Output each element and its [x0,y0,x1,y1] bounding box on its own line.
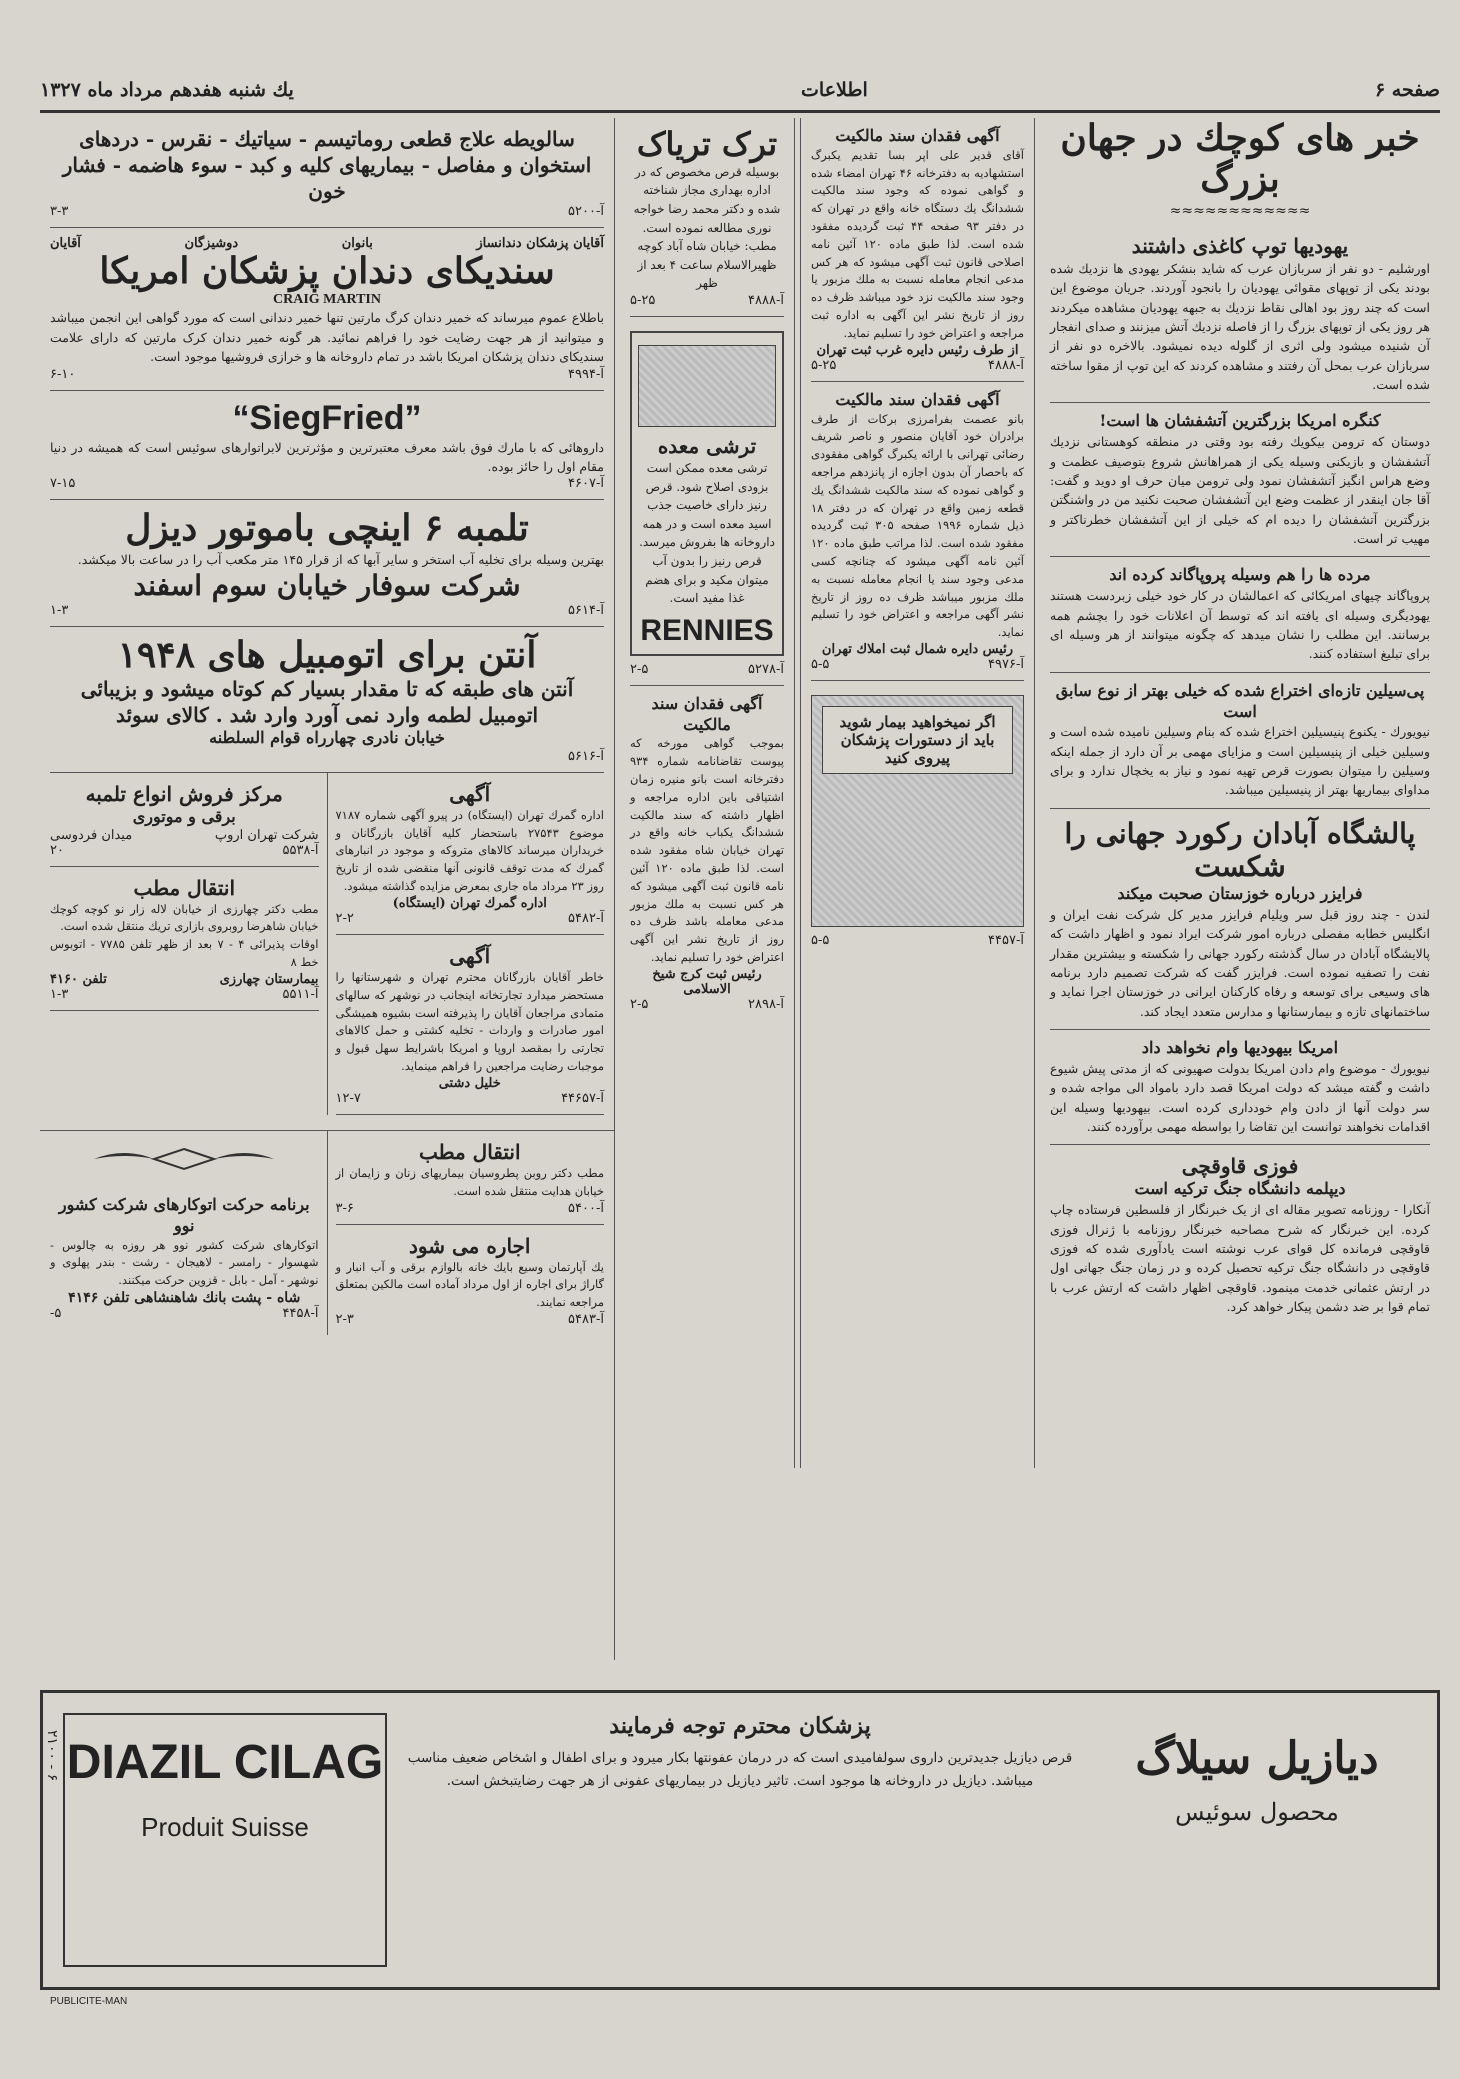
opium-ad [630,118,784,317]
ad-code: ۳-۶ [335,1200,354,1216]
ad-address: میدان فردوسی [50,827,133,843]
ad-code: ۲-۲ [335,910,354,926]
ad-title: انتقال مطب [418,1140,521,1164]
antenna-ad [50,627,604,773]
company-name: شرکت تهران اروپ [214,827,319,843]
clinic-move-ad [50,867,319,1011]
ad-title: تلمبه ۶ اینچی باموتور دیزل [125,507,529,550]
two-column-ads [50,1131,604,1335]
notice-body: آقای قدیر علی اپر بسا تقدیم یکبرگ استشهادیه به دفترخانه ۴۶ تهران امضاء شده و گواهی نموده که وجود سند مالکیت ششدانگ یك دستگاه خانه واقع در تهران که در دفتر ۹۳ صفحه ۴۴ ثبت گردیده مفقود شده است. لذا طبق ماده ۱۲۰ آئین نامه اصلاحی قانون ثبت آگهی میشود که هر کس مدعی انجام معامله نسبت به ملك مزبور یا وجود سند مالکیت نزد خود میباشد ظرف ده روز از تاریخ نشر این آگهی به اداره ثبت مراجعه و اعتراض خود را تسلیم نماید. [811,147,1025,340]
lower-classifieds [40,1130,615,1660]
section-title: خبر های کوچك در جهان بزرگ [1060,118,1420,201]
ad-code: آ-۴۶۰۷ [568,476,604,492]
ad-title: ترک تریاک [636,125,778,163]
ad-code: آ-۴۸۸۸ [748,292,784,308]
brand-origin: محصول سوئیس [1175,1798,1339,1826]
brand-name: RENNIES [640,613,774,647]
ad-body: داروهائی که با مارك فوق باشد معرف معتبرترین و مؤثرترین لابراتوارهای سوئیس است که همیشه در دنیا مقام اول را حائز بوده. [50,439,604,474]
diazil-persian-brand [1097,1733,1417,1826]
news-headline: کنگره امریکا بزرگترین آتشفشان ها است! [1099,411,1381,431]
ad-title: ترشی معده [657,433,757,458]
notice-title: آگهی فقدان سند مالکیت [651,693,763,734]
ad-body: اتوکارهای شرکت کشور نوو هر روزه به چالوس - شهسوار - رامسر - لاهیجان - رشت - بندر پهلوی و نوشهر - آمل - بابل - قزوین حرکت میکنند. [50,1237,319,1288]
ad-caption: اگر نمیخواهید بیمار شوید باید از دستورات پزشکان پیروی کنید [822,706,1013,774]
ad-code: ۵- [50,1306,62,1322]
ad-title: مرکز فروش انواع تلمبه [85,781,283,806]
ad-code: آ-۵۵۱۱ [282,986,319,1002]
bus-schedule-ad [50,1187,319,1329]
news-body: دوستان که ترومن بیکویك رفته بود وقتی در منطقه کوهستانی نزدیك آتشفشان و بازیکنی وسیله یکی از همراهانش شروع بتوصیف عظمت و وضع هراس انگیز آتشفشان نمود ولی ترومن میان حرف او دوید و گفت: آقا جان اینقدر از عظمت وضع این آتشفشان صحبت نکنید من در واشنگتن بزرگترین آتشفشان را دیده ام که خیلی از این آتشفشان خطرناکتر و مهیب تر است. [1050,434,1430,547]
ad-code: ۵-۵ [811,657,830,673]
diazil-ad [40,1690,1440,1990]
news-item [1050,673,1430,809]
news-subheadline: فرایزر درباره خوزستان صحبت میکند [1117,884,1363,904]
ad-code: آ-۵۵۳۸ [282,842,319,858]
news-headline: امریکا بیهودیها وام نخواهد داد [1141,1038,1339,1058]
ad-code: ۵-۵ [811,933,830,949]
notice-body: بانو عصمت بفرامرزی برکات از طرف برادران خود آقایان منصور و ناصر شریف رضائی تهرانی با ارائه یکبرگ گواهی مفقودی که باحصار آن بدون اجازه از پانزدهم مراجعه و گواهی نموده که سند مالکیت ششدانگ یك قطعه زمین واقع در تهران که در دفتر ۱۸ ذیل شماره ۱۹۹۶ صفحه ۳۰۵ ثبت گردیده مفقود شده است. لذا مراتب طبق ماده ۱۲۰ آئین نامه آگهی میشود که چنانچه کسی مدعی وجود سند یا انجام معامله نسبت به ملك مزبور میباشد ظرف ده روز از تاریخ نشر آگهی مراجعه و اعتراض خود را تسلیم نماید. [811,411,1024,640]
ad-code: ۷-۱۵ [50,476,76,492]
ad-code: آ-۵۶۱۴ [568,602,604,618]
ad-hours: اوقات پذیرائی ۴ - ۷ بعد از ظهر تلفن ۷۷۸۵ - اتوبوس خط ۸ [50,937,319,970]
ad-title: پزشکان محترم توجه فرمایند [609,1713,871,1739]
news-item [1050,557,1430,672]
ad-code: ۶-۱۰ [50,366,76,382]
pump-ad [50,500,604,626]
ad-code: ۵-۲۵ [811,357,837,373]
news-headline: پالشگاه آبادان رکورد جهانی را شکست [1064,816,1416,884]
dental-ad [50,228,604,391]
ad-code: آ-۲۸۹۸ [748,996,784,1012]
clinic-name: بیمارستان چهارزی [219,971,319,987]
ad-title: اجاره می شود [409,1233,531,1258]
ad-body: مطب دکتر روبن پطروسیان بیماریهای زنان و زایمان از خیابان هدایت منتقل شده است. [335,1166,604,1198]
ad-body: مطب دکتر چهارزی از خیابان لاله زار نو کوچه کوچك خیابان شاهرضا روبروی بازاری تریك منتقل شده است. [50,901,319,934]
ad-header: آقایان [50,236,81,251]
ad-code: آ-۵۶۱۶ [568,748,604,764]
ad-body: اداره گمرك تهران (ایستگاه) در پیرو آگهی شماره ۷۱۸۷ موضوع ۲۷۵۴۳ باستحضار کلیه آقایان بازرگانان و خریداران میرساند کالاهای متروکه و موجود در انبارهای گمرك که مدت توقف قانونی آنها منقضی شده از تاریخ روز ۲۳ مرداد ماه جاری بمعرض مزایده گذاشته میشود. [335,807,604,894]
ad-body: خاطر آقایان بازرگانان محترم تهران و شهرستانها را مستحضر میدارد تجارتخانه اینجانب در نوشهر که سالهای متمادی مراجعان آقایان را پذیرفته است بشیوه همیشگی امور صادرات و واردات - تخلیه کشتی و حمل کالاهای تجارتی را بمقصد اروپا و امریکا باشرایط سهل قبول و موجبات رضایت مراجعین را فراهم مینماید. [335,969,604,1073]
diazil-message [403,1713,1077,1793]
ad-header: دوشیزگان [184,236,239,251]
news-body: لندن - چند روز قبل سر ویلیام فرایزر مدیر کل شرکت نفت ایران و انگلیس خطابه مفصلی درباره امور شرکت ایراد نمود و اظهار داشت که پالایشگاه آبادان در سال گذشته رکورد جهانی را شکسته و بیشترین مقدار نفت را تصفیه نموده است. فرایزر گفت که شرکت تصمیم دارد برنامه های وسیعی برای توسعه و رفاه کارکنان ایرانی در خوزستان اجرا نماید و ساختمانهای تازه و بیمارستانها و مدارس متعدد ایجاد کند. [1050,906,1430,1019]
masthead [40,70,1440,113]
ad-code: ۲-۳ [335,1312,354,1328]
ad-title: انتقال مطب [133,875,236,900]
news-item [1050,1145,1430,1324]
news-headline: یهودیها توپ کاغذی داشتند [1131,233,1349,258]
clinic-move-ad-2 [336,1131,605,1225]
side-number: ۲۱۰۰ - ۶ [44,1730,60,1782]
page-number: صفحه ۶ [1374,79,1440,101]
ad-title: آگهی [449,943,491,968]
ad-title: سندیکای دندان پزشکان امریکا [99,250,555,292]
winged-emblem-icon [84,1139,284,1179]
ads-subcolumn [327,773,605,1115]
ad-code: ۱۲-۷ [335,1090,361,1106]
notices-column [800,118,1035,1468]
ad-line: آنتن های طبقه که تا مقدار بسیار کم کوتاه میشود و بزیبائی [80,677,574,702]
ad-address: خیابان نادری چهارراه قوام السلطنه [209,728,445,748]
ad-title: آنتن برای اتومبیل های ۱۹۴۸ [117,633,537,676]
two-column-ads [50,773,604,1115]
news-body: نیویورك - یکنوع پنیسیلین اختراع شده که بنام وسیلین نامیده شده است و وسیلین خیلی از پنیسیلین است و مزایای مهمی بر آن دارد از جمله اینکه وسیلین را میتوان بصورت قرص تهیه نمود و نیاز به یخچال ندارد و برای مداوای بیماریها بهتر از پنیسیلین میباشد. [1050,724,1430,798]
trade-ad [336,935,605,1115]
news-item [1050,809,1430,1030]
ad-title: برنامه حرکت اتوکارهای شرکت کشور نوو [58,1195,310,1235]
news-item [1050,1030,1430,1145]
ad-logo-image [638,345,776,427]
notice-ad [630,686,784,1020]
ad-code: آ-۴۹۷۶ [988,657,1024,673]
news-body: نیویورك - موضوع وام دادن امریکا بدولت صهیونی که از مدتی پیش شیوع داشت و گفته میشد که دولت امریکا قصد دارد بامواد الی مواجه شده و سر دولت آنها از دادن وام خودداری کرده است. بیهودیها وسیله این اقدامات نخواهند توانست این تقاضا را بواسطه مهمی برآورده کنند. [1050,1060,1430,1134]
ad-code: آ-۴۴۵۷ [988,933,1024,949]
ad-code: ۲-۵ [630,661,649,677]
ad-frame [630,331,784,656]
ads-subcolumn [327,1131,605,1335]
ad-title: سالویطه علاج قطعی روماتیسم - سیاتیك - نقرس - دردهای استخوان و مفاصل - بیماریهای کلیه و کبد - سوء هاضمه - فشار خون [62,127,592,203]
clinic-phone: تلفن ۴۱۶۰ [50,971,107,987]
ad-code: ۳-۳ [50,204,69,219]
salvite-ad [50,118,604,228]
brand-name: DIAZIL CILAG [66,1736,384,1789]
paper-name: اطلاعات [801,79,868,101]
siegfried-ad [50,391,604,501]
issue-date: یك شنبه هفدهم مرداد ماه ۱۳۲۷ [40,79,294,101]
ad-body: بهترین وسیله برای تخلیه آب استخر و سایر آبها که از قرار ۱۴۵ متر مکعب آب را در ساعت بالا میکشد. [77,551,604,567]
ad-code: آ-۵۲۷۸ [748,661,784,677]
bus-company-logo [50,1139,319,1179]
ornament-divider: ≈≈≈≈≈≈≈≈≈≈≈≈ [1169,202,1311,219]
news-column [1040,118,1440,1468]
ad-body: یك آپارتمان وسیع بایك خانه بالوازم برقی و آب انبار و گاراژ برای اجاره از اول مرداد آماده است مالکین بمتعلق مراجعه نمایند. [335,1259,604,1310]
notice-title: آگهی فقدان سند مالکیت [835,126,1000,145]
diazil-latin-brand [63,1713,387,1967]
ad-code: آ-۴۴۵۸ [282,1306,319,1322]
rent-ad [336,1225,605,1335]
ad-code: ۲-۵ [630,996,649,1012]
notice-signature: رئیس دایره شمال ثبت املاك تهران [821,642,1014,658]
ad-header: آقایان پزشکان دندانساز [476,236,604,251]
ads-subcolumn [50,773,319,1115]
ads-column [620,118,795,1468]
customs-ad [336,773,605,935]
ad-body: ترشی معده ممکن است بزودی اصلاح شود. قرص رنیز دارای خاصیت جذب اسید معده است و در همه داروخانه ها بفروش میرسد. قرص رنیز را بدون آب میتوان مکید و برای هضم غذا مفید است. [639,460,775,606]
notice-body: بموجب گواهی مورخه که پیوست تقاضانامه شماره ۹۳۴ دفترخانه است بانو منیره زمان اشتیاقی باین اداره مراجعه و اظهار داشته که سند مالکیت ششدانگ یکباب خانه واقع در تهران خیابان شاه مفقود شده است. لذا طبق ماده ۱۲۰ آئین نامه قانون ثبت آگهی میشود که هر کس نسبت به ملك مزبور مدعی معامله باشد ظرف ده روز از تاریخ نشر این آگهی اعتراض خود را تسلیم نماید. [630,736,784,965]
ad-line: اتومبیل لطمه وارد نمی آورد وارد شد . کالای سوئد [115,703,539,728]
ad-code: آ-۵۴۰۰ [568,1200,604,1216]
news-item [1050,225,1430,404]
news-headline: پی‌سیلین تازه‌ای اختراع شده که خیلی بهتر از نوع سابق است [1055,680,1425,721]
ad-body: باطلاع عموم میرساند که خمیر دندان کرگ مارتین تنها خمیر دندانی است که مورد گواهی این انجمن میباشد و میتوانید از هر جهت رضایت خود را فراهم نمائید. هر گونه خمیر دندان کرک مارتین که دارای علامت سندیکای دندان پزشکان امریکا باشد در تمام داروخانه ها و خرازی فروشیها موجود است. [50,310,604,365]
ad-code: آ-۴۴۶۵۷ [561,1090,604,1106]
news-headline: مرده ها را هم وسیله پروپاگاند کرده اند [1109,565,1371,585]
news-body: اورشلیم - دو نفر از سربازان عرب که شاید بنشکر یهودی ها نزدیك شده بودند یکی از توپهای مقوائی یهودیان را بانجود آوردند. جریان موضوع این است که چند روز بود اهالی نقاط نزدیك به جبهه یهودیان مشاهده میکردند هر روز یکی از توپهای بزرگ را از فاصله نزدیك آتش میزنند و صدای انفجار آن شنیده میشود ولی اثری از گلوله دیده نمیشود. بالاخره دو نفر از سربازان عرب بمحل آن رفتند و مشاهده کردند که این توپ از مقوا ساخته شده است. [1050,260,1430,393]
ad-subtitle: برقی و موتوری [132,806,236,826]
ad-credit: PUBLICITE-MAN [50,1996,128,2007]
ad-code: ۲۰ [50,842,64,858]
notice-title: آگهی فقدان سند مالکیت [835,389,1000,409]
ad-body: بوسیله قرص مخصوص که در اداره بهداری مجاز شناخته شده و دکتر محمد رضا خواجه نوری مطالعه نموده است. مطب: خیابان شاه آباد کوچه ظهیرالاسلام ساعت ۴ بعد از ظهر [633,164,781,291]
ad-address: شاه - پشت بانك شاهنشاهی تلفن ۴۱۴۶ [68,1290,301,1307]
ad-code: آ-۴۸۸۸ [988,357,1024,373]
ad-header: بانوان [341,236,373,251]
ad-body: قرص دیازیل جدیدترین داروی سولفامیدی است که در درمان عفونتها بکار میرود و برای اطفال و اشخاص ضعیف مناسب میباشد. دیازیل در داروخانه ها موجود است. تاثیر دیازیل در بیماریهای عفونی از هر جهت رضایتبخش است. [407,1750,1073,1789]
ad-code: آ-۵۲۰۰ [568,204,604,219]
ad-illustration [811,695,1024,927]
notice-ad [811,382,1024,681]
ad-code: ۱-۳ [50,986,69,1002]
ad-signature: اداره گمرك تهران (ایستگاه) [392,895,547,911]
notice-ad [811,118,1024,382]
brand-name: “SiegFried” [232,398,422,437]
illustrated-ad [811,681,1024,956]
brand-name: دیازیل سیلاگ [1135,1733,1379,1784]
ad-code: آ-۵۴۸۳ [568,1312,604,1328]
ad-code: آ-۵۴۸۲ [568,910,604,926]
news-item [1050,403,1430,557]
news-body: پروپاگاند چیهای امریکائی که اعمالشان در کار خود خیلی زبردست هستند یهودیگری وسیله ای یافته اند که توسط آن اعلانات خود را بچشم همه برسانند. این مطلب را نشان میدهد که چگونه میتوانند از هر وسیله ای برای تبلیغ استفاده کنند. [1050,588,1430,662]
pump-shop-ad [50,773,319,867]
notice-signature: از طرف رئیس دایره غرب ثبت تهران [816,342,1019,358]
brand-name: CRAIG MARTIN [272,292,381,308]
news-body: آنکارا - روزنامه تصویر مقاله ای از یک خبرنگار از فلسطین فرستاده چاپ کرده. این خبرنگار که شرح مصاحبه خبرنگار روزنامه با ژنرال فوزی قاوقچی فرمانده کل قوای عرب نوشته است یادآوری شده که فوزی قاوقچی در دانشگاه جنگ ترکیه تحصیل کرده و در زمان جنگ جهانی اول در ارتش عثمانی خدمت مینمود. قاوقچی اظهار داشت که ارتش عرب با تمام قوا بر ضد دشمن پیکار خواهد کرد. [1050,1202,1430,1315]
ad-code: ۱-۳ [50,602,69,618]
notice-signature: رئیس ثبت کرج شیخ الاسلامی [652,966,762,997]
ad-code: ۵-۲۵ [630,292,656,308]
ad-signature: خلیل دشتی [438,1075,501,1091]
news-headline: فوزی قاوقچی [1181,1154,1299,1179]
newspaper-page [40,30,1440,2020]
ad-title: آگهی [449,781,491,806]
ads-subcolumn [50,1131,319,1335]
news-subheadline: دیپلمه دانشگاه جنگ ترکیه است [1134,1179,1346,1199]
ad-code: آ-۴۹۹۴ [568,366,604,382]
rennies-ad [630,317,784,686]
company-name: شرکت سوفار خیابان سوم اسفند [133,569,521,603]
brand-origin: Produit Suisse [141,1812,309,1842]
